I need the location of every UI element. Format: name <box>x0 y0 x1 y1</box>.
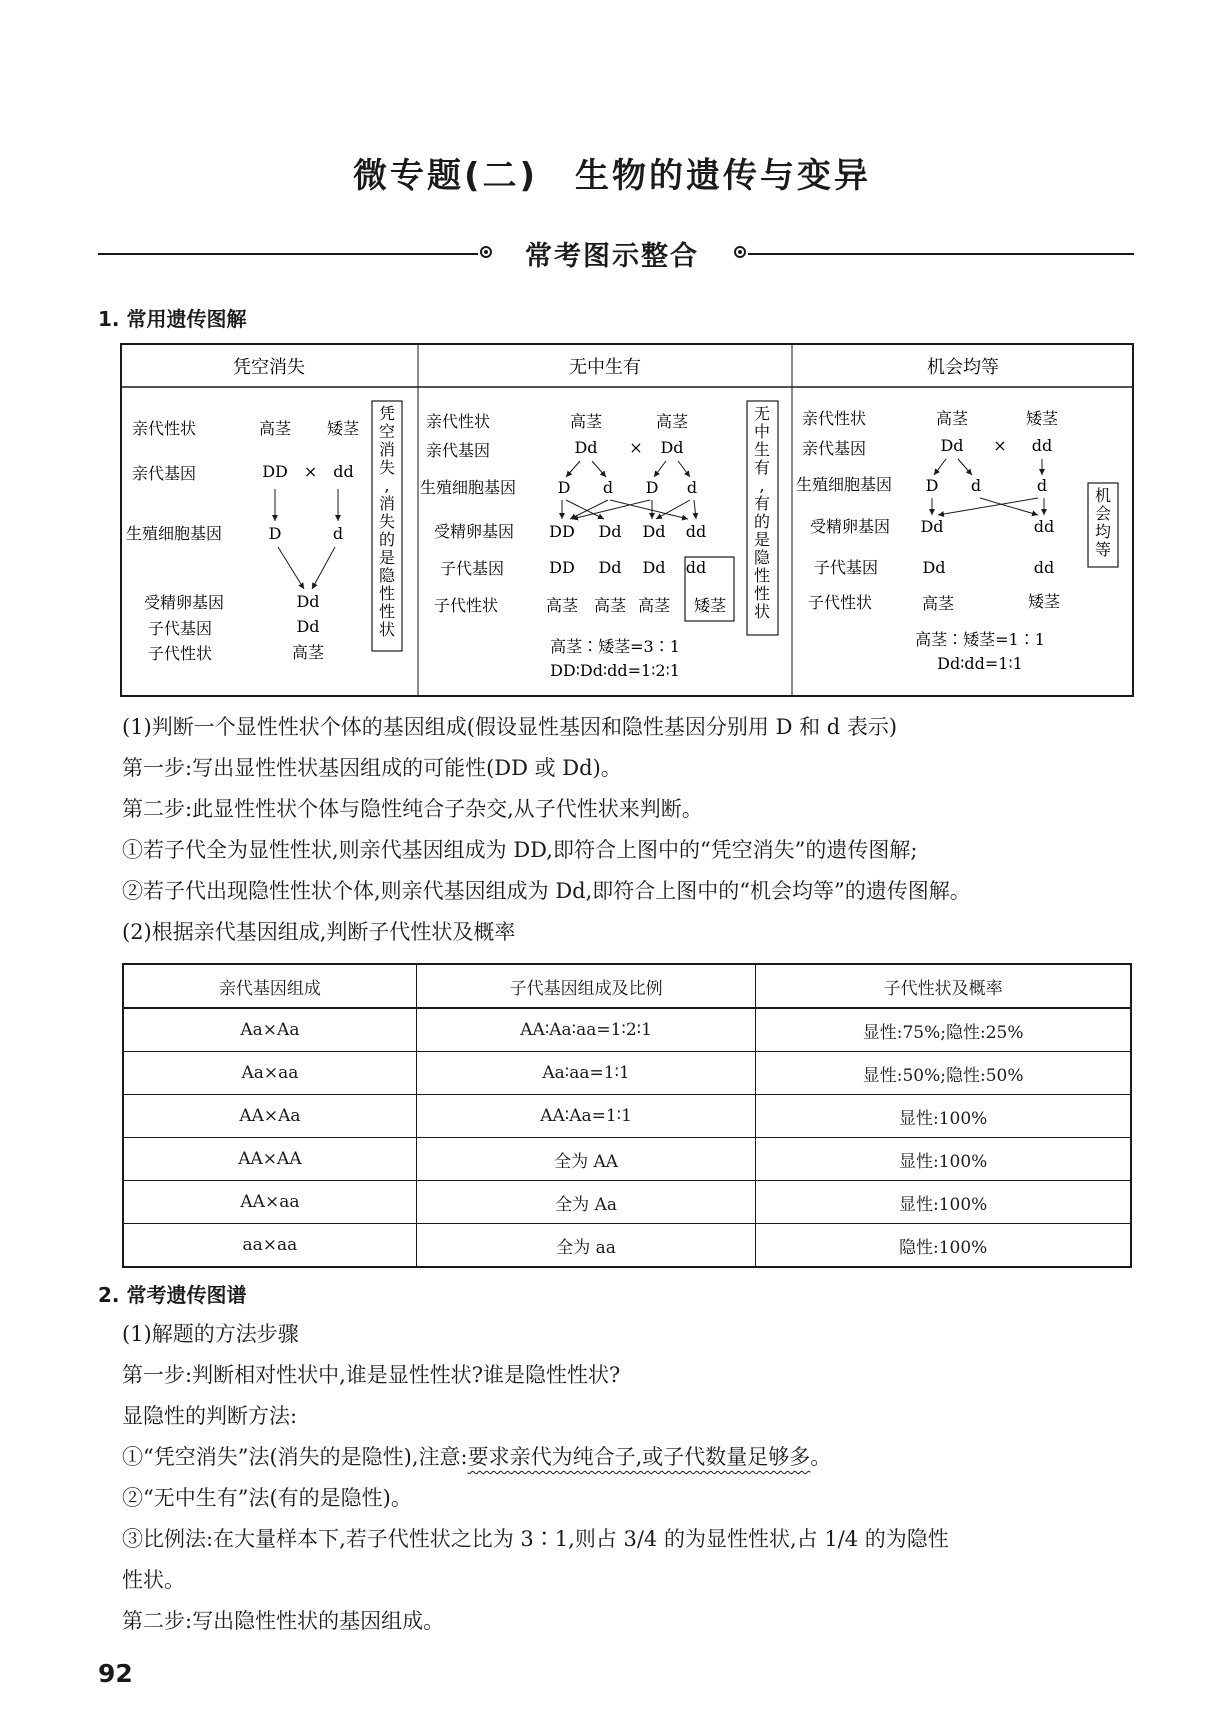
p2-gamete-d1: d <box>602 478 614 497</box>
s2-para-2: 第一步:判断相对性状中,谁是显性性状?谁是隐性性状? <box>122 1363 621 1387</box>
s1-para-1: (1)判断一个显性性状个体的基因组成(假设显性基因和隐性基因分别用 D 和 d 表示) <box>122 715 898 739</box>
p1-zygote: Dd <box>296 592 320 611</box>
table-header-row <box>123 964 1131 1008</box>
p3-label-gamete: 生殖细胞基因 <box>796 475 893 494</box>
p3-offspring-trait-short: 矮茎 <box>1027 592 1061 611</box>
cell-offspring-genes: AA∶Aa=1∶1 <box>416 1095 755 1138</box>
header-wuzhong: 无中生有 <box>569 357 641 378</box>
p3-parent-gene-1: Dd <box>940 436 964 455</box>
s2-para-4 <box>122 1441 831 1471</box>
header-jihui: 机会均等 <box>927 357 999 378</box>
cell-offspring-traits: 显性:100% <box>756 1181 1131 1224</box>
p1-gamete-D: D <box>268 524 282 543</box>
cell-parent: AA×aa <box>123 1181 416 1224</box>
s2-para-1: (1)解题的方法步骤 <box>122 1322 299 1346</box>
p2-cross: × <box>629 438 643 457</box>
p1-parent-genes: DD × dd <box>262 462 354 481</box>
cell-offspring-genes: 全为 Aa <box>416 1181 755 1224</box>
s2-para-5: ②“无中生有”法(有的是隐性)。 <box>122 1486 412 1510</box>
p2-label-offspring-gene: 子代基因 <box>440 559 505 578</box>
p3-zygote-dd: dd <box>1033 517 1055 536</box>
panel-pingkong <box>126 401 402 663</box>
cell-offspring-traits: 显性:75%;隐性:25% <box>756 1008 1131 1052</box>
s2-para-3: 显隐性的判断方法: <box>122 1404 298 1428</box>
p3-offspring-dd: dd <box>1033 558 1055 577</box>
p2-ratio-2: DD∶Dd∶dd=1∶2∶1 <box>550 661 680 680</box>
cell-offspring-genes: AA∶Aa∶aa=1∶2∶1 <box>416 1008 755 1052</box>
col-header-offspring-traits: 子代性状及概率 <box>756 964 1131 1008</box>
p2-offspring-trait-3: 高茎 <box>637 596 671 615</box>
p2-ratio-1: 高茎∶矮茎=3∶1 <box>550 637 680 656</box>
p3-offspring-Dd: Dd <box>922 558 946 577</box>
p2-offspring-dd: dd <box>685 558 707 577</box>
p1-offspring-trait: 高茎 <box>291 643 325 662</box>
p2-offspring-trait-4: 矮茎 <box>693 596 727 615</box>
banner-dot-right-icon <box>738 250 742 254</box>
s2-para-7: 性状。 <box>122 1568 185 1592</box>
panel-wuzhong <box>420 401 778 680</box>
p1-label-offspring-gene: 子代基因 <box>148 619 213 638</box>
p1-trait-short: 矮茎 <box>326 419 360 438</box>
s1-para-6: (2)根据亲代基因组成,判断子代性状及概率 <box>122 920 516 944</box>
p1-gamete-d: d <box>332 524 344 543</box>
p2-zygote-DD: DD <box>549 522 575 541</box>
p3-offspring-trait-tall: 高茎 <box>921 594 955 613</box>
banner-title: 常考图示整合 <box>525 241 699 272</box>
p3-gamete-D: D <box>925 476 939 495</box>
p2-offspring-trait-1: 高茎 <box>545 596 579 615</box>
s2-para-8: 第二步:写出隐性性状的基因组成。 <box>122 1609 445 1633</box>
banner-line-right <box>748 253 1134 255</box>
cell-parent: AA×AA <box>123 1138 416 1181</box>
p1-trait-tall: 高茎 <box>258 419 292 438</box>
header-pingkong: 凭空消失 <box>233 357 305 378</box>
cell-offspring-traits: 隐性:100% <box>756 1224 1131 1268</box>
banner-dot-left-icon <box>484 250 488 254</box>
cell-parent: AA×Aa <box>123 1095 416 1138</box>
p2-label-offspring-trait: 子代性状 <box>434 596 499 615</box>
p2-offspring-trait-2: 高茎 <box>593 596 627 615</box>
p1-offspring-gene: Dd <box>296 617 320 636</box>
page-number: 92 <box>98 1659 133 1688</box>
p2-zygote-Dd2: Dd <box>642 522 666 541</box>
cell-offspring-traits: 显性:50%;隐性:50% <box>756 1052 1131 1095</box>
panel-jihui <box>796 409 1118 673</box>
table-row <box>123 1181 1131 1224</box>
cell-offspring-traits: 显性:100% <box>756 1095 1131 1138</box>
s1-para-5: ②若子代出现隐性性状个体,则亲代基因组成为 Dd,即符合上图中的“机会均等”的遗传图解。 <box>122 879 971 903</box>
cell-offspring-genes: 全为 AA <box>416 1138 755 1181</box>
genotype-table <box>122 963 1132 1268</box>
p2-offspring-DD: DD <box>549 558 575 577</box>
section-1-title: 1. 常用遗传图解 <box>98 307 247 331</box>
p2-note: 无中生有,有的是隐性性状 <box>753 404 771 621</box>
p2-offspring-Dd2: Dd <box>642 558 666 577</box>
s1-para-4: ①若子代全为显性性状,则亲代基因组成为 DD,即符合上图中的“凭空消失”的遗传图解; <box>122 838 918 862</box>
s2-para-4-emphasis: 要求亲代为纯合子,或子代数量足够多 <box>467 1445 811 1469</box>
p2-trait-tall-2: 高茎 <box>655 412 689 431</box>
p2-offspring-Dd1: Dd <box>598 558 622 577</box>
s2-para-4-pre: ①“凭空消失”法(消失的是隐性),注意: <box>122 1445 468 1469</box>
cell-parent: Aa×Aa <box>123 1008 416 1052</box>
col-header-offspring-genes: 子代基因组成及比例 <box>416 964 755 1008</box>
p3-ratio-1: 高茎∶矮茎=1∶1 <box>915 630 1045 649</box>
p1-label-parent-gene: 亲代基因 <box>132 464 197 483</box>
cell-offspring-genes: Aa∶aa=1∶1 <box>416 1052 755 1095</box>
s2-para-6: ③比例法:在大量样本下,若子代性状之比为 3∶1,则占 3/4 的为显性性状,占 1/4 的为隐性 <box>122 1527 949 1551</box>
p2-trait-tall-1: 高茎 <box>569 412 603 431</box>
p3-gamete-d2: d <box>1036 476 1048 495</box>
section-2-title: 2. 常考遗传图谱 <box>98 1283 247 1307</box>
col-header-parent: 亲代基因组成 <box>123 964 416 1008</box>
p3-trait-short: 矮茎 <box>1025 409 1059 428</box>
p3-label-parent-gene: 亲代基因 <box>802 439 867 458</box>
s1-para-2: 第一步:写出显性性状基因组成的可能性(DD 或 Dd)。 <box>122 756 622 780</box>
genetics-diagram <box>120 343 1134 698</box>
p3-cross: × <box>993 436 1007 455</box>
cell-parent: Aa×aa <box>123 1052 416 1095</box>
page-title: 微专题(二) 生物的遗传与变异 <box>352 156 872 196</box>
p2-label-gamete: 生殖细胞基因 <box>420 478 517 497</box>
p3-zygote-Dd: Dd <box>920 517 944 536</box>
p1-label-offspring-trait: 子代性状 <box>148 644 213 663</box>
table-row <box>123 1008 1131 1052</box>
cell-offspring-genes: 全为 aa <box>416 1224 755 1268</box>
p2-label-parent-trait: 亲代性状 <box>426 412 491 431</box>
s2-para-4-post: 。 <box>810 1445 832 1469</box>
table-row <box>123 1095 1131 1138</box>
table-row <box>123 1138 1131 1181</box>
table-row <box>123 1224 1131 1268</box>
p1-label-zygote: 受精卵基因 <box>144 593 225 612</box>
p2-zygote-Dd1: Dd <box>598 522 622 541</box>
p2-label-zygote: 受精卵基因 <box>434 522 515 541</box>
p2-parent-gene-2: Dd <box>660 438 684 457</box>
p3-label-offspring-trait: 子代性状 <box>808 593 873 612</box>
p2-gamete-d2: d <box>686 478 698 497</box>
p3-label-offspring-gene: 子代基因 <box>814 558 879 577</box>
p1-note: 凭空消失,消失的是隐性性状 <box>378 404 396 639</box>
cell-offspring-traits: 显性:100% <box>756 1138 1131 1181</box>
p1-label-parent-trait: 亲代性状 <box>132 419 197 438</box>
p3-ratio-2: Dd∶dd=1∶1 <box>937 654 1023 673</box>
p3-gamete-d1: d <box>970 476 982 495</box>
p2-label-parent-gene: 亲代基因 <box>426 441 491 460</box>
p2-gamete-D1: D <box>557 478 571 497</box>
p2-zygote-dd: dd <box>685 522 707 541</box>
p2-parent-gene-1: Dd <box>574 438 598 457</box>
p3-trait-tall: 高茎 <box>935 409 969 428</box>
p3-parent-gene-2: dd <box>1031 436 1053 455</box>
p3-label-parent-trait: 亲代性状 <box>802 409 867 428</box>
p3-label-zygote: 受精卵基因 <box>810 517 891 536</box>
banner-line-left <box>98 253 478 255</box>
p3-note: 机会均等 <box>1094 486 1112 559</box>
p1-label-gamete: 生殖细胞基因 <box>126 524 223 543</box>
table-row <box>123 1052 1131 1095</box>
s1-para-3: 第二步:此显性性状个体与隐性纯合子杂交,从子代性状来判断。 <box>122 797 703 821</box>
cell-parent: aa×aa <box>123 1224 416 1268</box>
p2-gamete-D2: D <box>645 478 659 497</box>
